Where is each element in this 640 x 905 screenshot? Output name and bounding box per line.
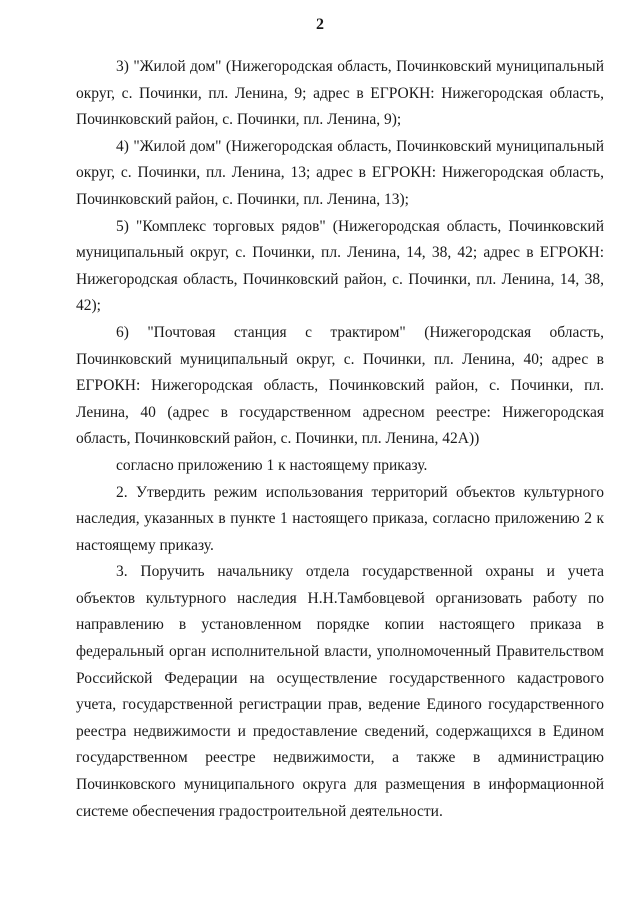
appendix-reference: согласно приложению 1 к настоящему приказу. <box>116 456 428 474</box>
document-body <box>76 54 604 825</box>
list-item-6: 6) "Почтовая станция с трактиром" (Нижегородская область, Починковский муниципальный округ, с. Починки, пл. Ленина, 40; адрес в ЕГРОКН: Нижегородская область, Починковский район, с. Починки, пл. Ленина, 40 (адрес в государственном адресном реестре: Нижегородская область, Починковский район, с. Починки, пл. Ленина, 42А)) <box>76 323 604 448</box>
clause-3: 3. Поручить начальнику отдела государственной охраны и учета объектов культурного наследия Н.Н.Тамбовцевой организовать работу по направлению в установленном порядке копии настоящего приказа в федеральный орган исполнительной власти, уполномоченный Правительством Российской Федерации на осуществление государственного кадастрового учета, государственной регистрации прав, ведение Единого государственного реестра недвижимости и предоставление сведений, содержащихся в Едином государственном реестре недвижимости, а также в администрацию Починковского муниципального округа для размещения в информационной системе обеспечения градостроительной деятельности. <box>76 563 604 820</box>
list-item-3: 3) "Жилой дом" (Нижегородская область, Починковский муниципальный округ, с. Починки, пл. Ленина, 9; адрес в ЕГРОКН: Нижегородская область, Починковский район, с. Починки, пл. Ленина, 9); <box>76 58 604 129</box>
page-number: 2 <box>316 16 324 33</box>
list-item-5: 5) "Комплекс торговых рядов" (Нижегородская область, Починковский муниципальный округ, с. Починки, пл. Ленина, 14, 38, 42; адрес в ЕГРОКН: Нижегородская область, Починковский район, с. Починки, пл. Ленина, 14, 38, 42); <box>76 217 604 315</box>
clause-2: 2. Утвердить режим использования территорий объектов культурного наследия, указанных в пункте 1 настоящего приказа, согласно приложению 2 к настоящему приказу. <box>76 483 604 554</box>
list-item-4: 4) "Жилой дом" (Нижегородская область, Починковский муниципальный округ, с. Починки, пл. Ленина, 13; адрес в ЕГРОКН: Нижегородская область, Починковский район, с. Починки, пл. Ленина, 13); <box>76 137 604 208</box>
